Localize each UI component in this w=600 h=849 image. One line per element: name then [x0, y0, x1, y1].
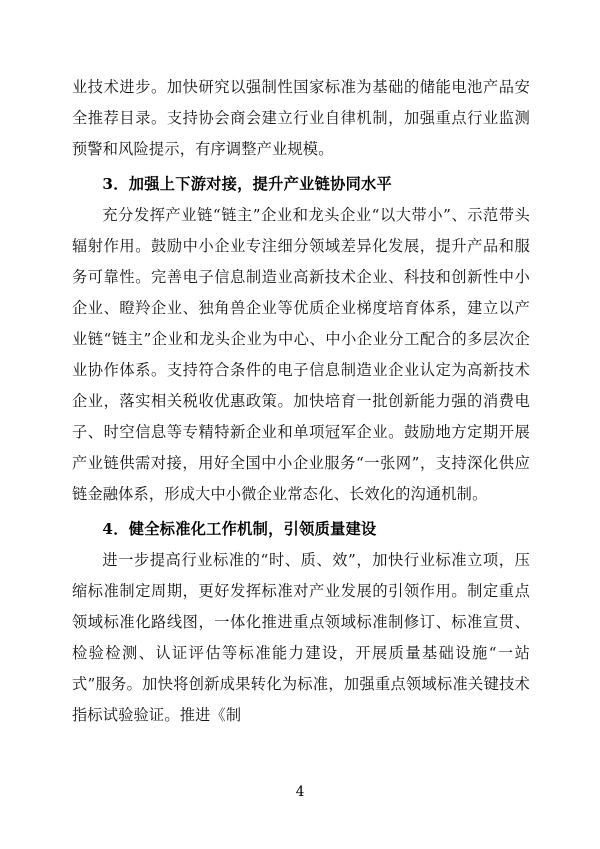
- page-number: 4: [295, 784, 305, 800]
- section-heading-4: 4．健全标准化工作机制，引领质量建设: [102, 520, 377, 538]
- paragraph-section-4: 进一步提高行业标准的“时、质、效”，加快行业标准立项，压缩标准制定周期，更好发挥标准对产业发展的引领作用。制定重点领域标准化路线图，一体化推进重点领域标准制修订、标准宣贯、检验检测、认证评估等标准能力建设，开展质量基础设施“一站式”服务。加快将创新成果转化为标准，加强重点领域标准关键技术指标试验验证。推进《制: [72, 551, 530, 724]
- paragraph-section-3: 充分发挥产业链“链主”企业和龙头企业“以大带小”、示范带头辐射作用。鼓励中小企业专注细分领域差异化发展，提升产品和服务可靠性。完善电子信息制造业高新技术企业、科技和创新性中小企业、瞪羚企业、独角兽企业等优质企业梯度培育体系，建立以产业链“链主”企业和龙头企业为中心、中小企业分工配合的多层次企业协作体系。支持符合条件的电子信息制造业企业认定为高新技术企业，落实相关税收优惠政策。加快培育一批创新能力强的消费电子、时空信息等专精特新企业和单项冠军企业。鼓励地方定期开展产业链供需对接，用好全国中小企业服务“一张网”，支持深化供应链金融体系，形成大中小微企业常态化、长效化的沟通机制。: [72, 206, 530, 503]
- paragraph-continuation: 业技术进步。加快研究以强制性国家标准为基础的储能电池产品安全推荐目录。支持协会商会建立行业自律机制，加强重点行业监测预警和风险提示，有序调整产业规模。: [72, 78, 530, 158]
- section-heading-3: 3．加强上下游对接，提升产业链协同水平: [102, 175, 393, 193]
- page-content: [72, 72, 530, 731]
